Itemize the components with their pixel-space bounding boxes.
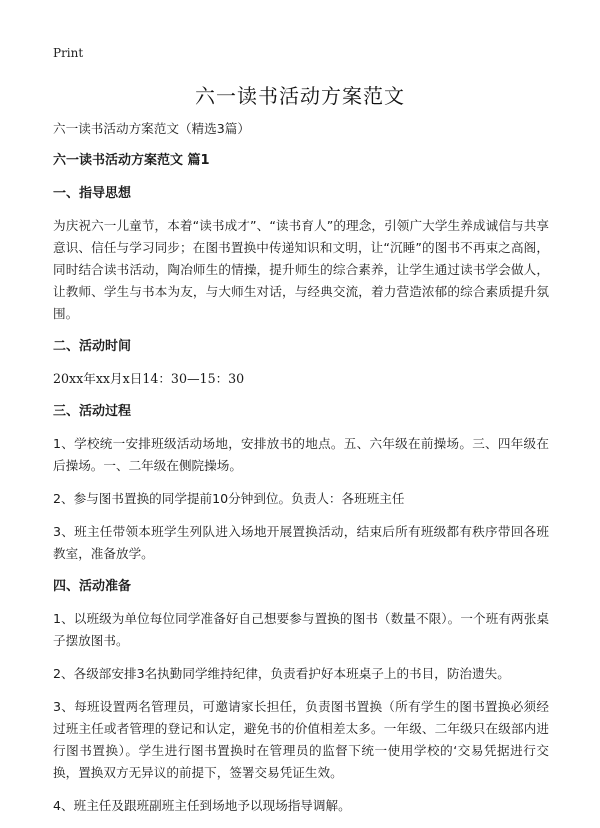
prep-item: 2、各级部安排3名执勤同学维持纪律，负责看护好本班桌子上的书目，防治遗失。 [53,666,510,681]
section-heading-process: 三、活动过程 [53,404,132,419]
section-heading-prep: 四、活动准备 [53,579,132,594]
article-heading: 六一读书活动方案范文 篇1 [53,153,210,168]
process-item: 1、学校统一安排班级活动场地，安排放书的地点。五、六年级在前操场。三、四年级在后操场。一、二年级在侧院操场。 [53,436,549,473]
activity-time: 20xx年xx月x日14：30—15：30 [53,371,245,386]
document-body [53,118,549,828]
print-label: Print [53,46,84,60]
process-item: 2、参与图书置换的同学提前10分钟到位。负责人：各班班主任 [53,491,405,506]
prep-item: 3、每班设置两名管理员，可邀请家长担任，负责图书置换（所有学生的图书置换必须经过班主任或者管理的登记和认定，避免书的价值相差太多。一年级、二年级只在级部内进行图书置换）。学生进行图书置换时在管理员的监督下统一使用学校的‘交易凭据进行交换，置换双方无异议的前提下，签署交易凭证生效。 [53,699,549,780]
document-title: 六一读书活动方案范文 [195,84,405,108]
prep-item: 1、以班级为单位每位同学准备好自己想要参与置换的图书（数量不限）。一个班有两张桌子摆放图书。 [53,611,549,648]
paragraph-guiding: 为庆祝六一儿童节，本着“读书成才”、“读书育人”的理念，引领广大学生养成诚信与共享意识、信任与学习同步；在图书置换中传递知识和文明，让“沉睡”的图书不再束之高阁，同时结合读书活动，陶冶师生的情操，提升师生的综合素养，让学生通过读书学会做人，让教师、学生与书本为友，与大师生对话，与经典交流，着力营造浓郁的综合素质提升氛围。 [53,218,549,321]
prep-item: 4、班主任及跟班副班主任到场地予以现场指导调解。 [53,798,351,813]
document-subtitle: 六一读书活动方案范文（精选3篇） [53,121,250,136]
section-heading-time: 二、活动时间 [53,339,132,354]
section-heading-guiding: 一、指导思想 [53,186,132,201]
process-item: 3、班主任带领本班学生列队进入场地开展置换活动，结束后所有班级都有秩序带回各班教室，准备放学。 [53,524,549,561]
